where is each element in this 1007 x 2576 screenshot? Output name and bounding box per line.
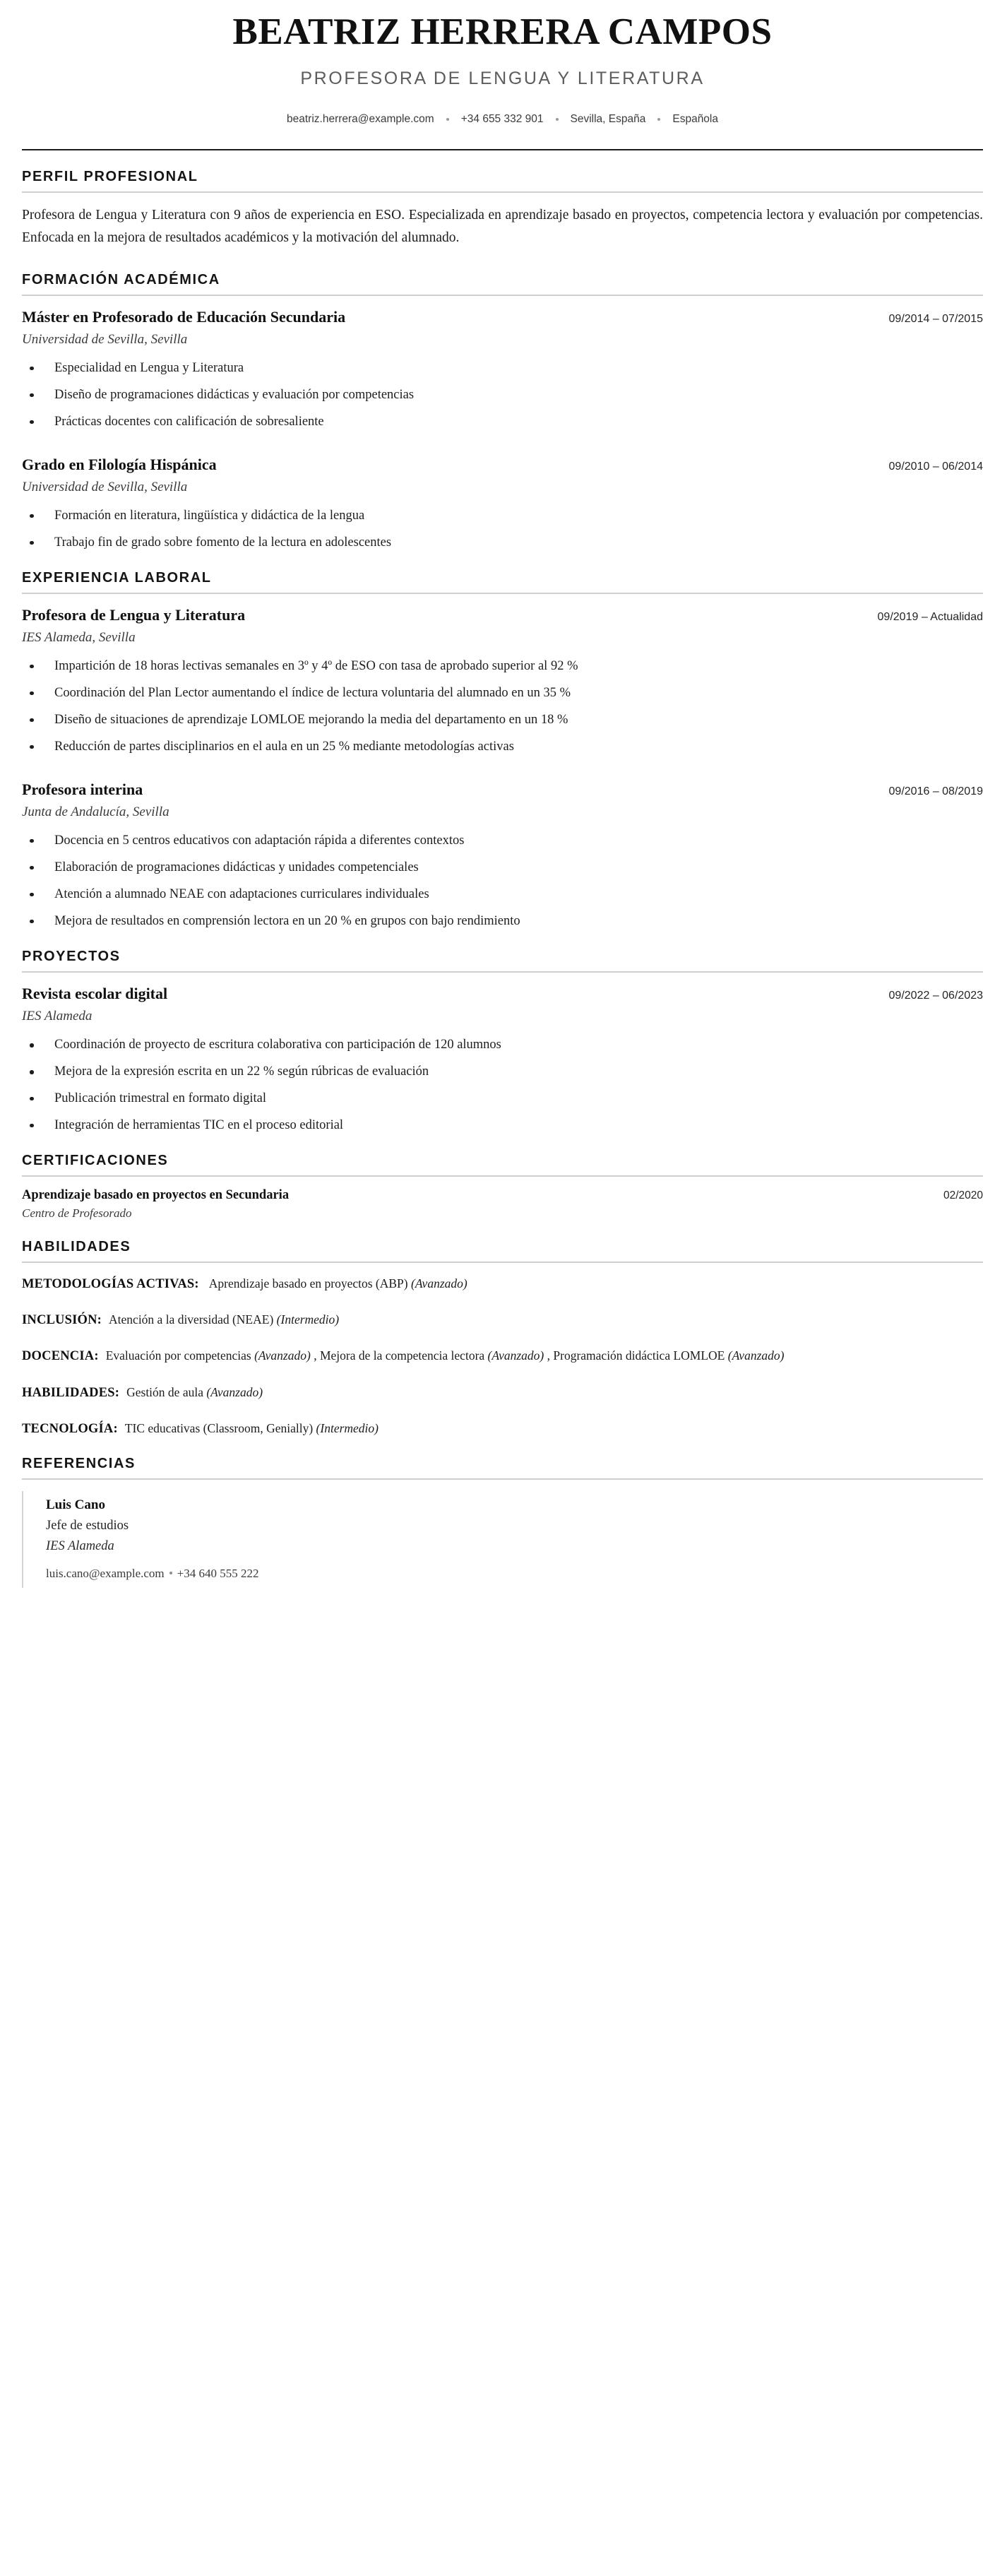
contact-email[interactable]: beatriz.herrera@example.com <box>287 113 434 126</box>
list-item: Docencia en 5 centros educativos con adaptación rápida a diferentes contextos <box>22 832 983 850</box>
profile-summary-text: Profesora de Lengua y Literatura con 9 años de experiencia en ESO. Especializada en aprendizaje basado en proyectos, competencia lectora y evaluación por competencias. Enfocada en la mejora de resultados académicos y la motivación del alumnado. <box>22 208 983 245</box>
dot-separator-icon <box>657 118 660 121</box>
section-divider <box>22 1478 983 1480</box>
skill-row <box>22 1346 983 1365</box>
entry-subtitle: Junta de Andalucía, Sevilla <box>22 805 169 820</box>
skill-row <box>22 1419 983 1437</box>
skill-level: (Avanzado) <box>727 1348 785 1363</box>
entry-subtitle: IES Alameda <box>22 1009 93 1024</box>
entry-header <box>22 455 983 475</box>
skill-name: Mejora de la competencia lectora <box>319 1348 488 1363</box>
reference-card <box>22 1491 983 1588</box>
skill-name: Aprendizaje basado en proyectos (ABP) <box>208 1276 411 1290</box>
entry-header <box>22 1188 983 1203</box>
entry-header <box>22 984 983 1004</box>
skill-row <box>22 1274 983 1293</box>
list-item: Impartición de 18 horas lectivas semanales en 3º y 4º de ESO con tasa de aprobado superior al 92 % <box>22 658 983 675</box>
entry-title: Profesora interina <box>22 780 143 798</box>
section-divider <box>22 191 983 193</box>
section-heading-experience: EXPERIENCIA LABORAL <box>22 569 212 586</box>
reference-contact <box>46 1565 983 1583</box>
section-divider <box>22 593 983 594</box>
section-education <box>22 254 983 552</box>
certification-issuer: Centro de Profesorado <box>22 1206 132 1220</box>
list-item: Diseño de programaciones didácticas y evaluación por competencias <box>22 386 983 404</box>
contact-phone[interactable]: +34 655 332 901 <box>460 113 544 126</box>
skill-name: TIC educativas (Classroom, Genially) <box>124 1420 316 1435</box>
skill-row <box>22 1383 983 1401</box>
skill-separator: , <box>310 1348 320 1363</box>
dot-separator-icon <box>169 1572 172 1574</box>
skill-level: (Intermedio) <box>316 1420 379 1435</box>
list-item: Prácticas docentes con calificación de sobresaliente <box>22 413 983 431</box>
section-references <box>22 1437 983 1588</box>
entry-date: 09/2014 – 07/2015 <box>888 312 983 325</box>
entry-date: 09/2016 – 08/2019 <box>888 785 983 797</box>
skill-value-list <box>109 1310 339 1329</box>
skill-category-label: INCLUSIÓN: <box>22 1313 102 1328</box>
list-item: Coordinación de proyecto de escritura colaborativa con participación de 120 alumnos <box>22 1036 983 1054</box>
entry-title: Profesora de Lengua y Literatura <box>22 605 246 624</box>
entry-subtitle: IES Alameda, Sevilla <box>22 630 136 646</box>
reference-phone[interactable]: +34 640 555 222 <box>177 1566 259 1580</box>
entry-title: Revista escolar digital <box>22 984 168 1002</box>
skill-row-list <box>22 1274 983 1437</box>
contact-nationality: Española <box>672 113 718 126</box>
list-item: Atención a alumnado NEAE con adaptaciones curriculares individuales <box>22 886 983 903</box>
skill-level: (Avanzado) <box>206 1384 263 1399</box>
entry-header <box>22 605 983 625</box>
cv-header <box>22 0 983 150</box>
list-item: Mejora de resultados en comprensión lectora en un 20 % en grupos con bajo rendimiento <box>22 913 983 930</box>
entry-bullet-list <box>22 507 983 552</box>
list-item: Formación en literatura, lingüística y didáctica de la lengua <box>22 507 983 525</box>
section-heading-profile: PERFIL PROFESIONAL <box>22 169 198 185</box>
reference-role: Jefe de estudios <box>46 1518 129 1533</box>
skill-value-list <box>106 1346 785 1365</box>
skill-level: (Avanzado) <box>411 1276 467 1290</box>
section-heading-projects: PROYECTOS <box>22 948 121 964</box>
reference-email[interactable]: luis.cano@example.com <box>46 1566 165 1580</box>
project-entry-list <box>22 984 983 1134</box>
entry-header <box>22 780 983 800</box>
entry-header <box>22 307 983 327</box>
list-item: Integración de herramientas TIC en el proceso editorial <box>22 1117 983 1134</box>
skill-level: (Avanzado) <box>254 1348 311 1363</box>
section-heading-references: REFERENCIAS <box>22 1456 136 1472</box>
reference-name: Luis Cano <box>46 1497 105 1513</box>
experience-entry-list <box>22 605 983 930</box>
cv-entry <box>22 984 983 1134</box>
section-projects <box>22 930 983 1134</box>
skill-level: (Avanzado) <box>487 1348 544 1363</box>
reference-organization: IES Alameda <box>46 1539 114 1554</box>
dot-separator-icon <box>556 118 559 121</box>
reference-list <box>22 1491 983 1588</box>
entry-subtitle: Universidad de Sevilla, Sevilla <box>22 480 188 495</box>
section-skills <box>22 1221 983 1437</box>
list-item: Coordinación del Plan Lector aumentando el índice de lectura voluntaria del alumnado en un 35 % <box>22 684 983 702</box>
entry-title: Grado en Filología Hispánica <box>22 455 217 473</box>
section-divider <box>22 1262 983 1263</box>
skill-name: Evaluación por competencias <box>105 1348 255 1363</box>
list-item: Reducción de partes disciplinarios en el aula en un 25 % mediante metodologías activas <box>22 738 983 756</box>
cv-entry <box>22 780 983 930</box>
skill-category-label: HABILIDADES: <box>22 1385 120 1400</box>
contact-location: Sevilla, España <box>570 113 646 126</box>
list-item: Diseño de situaciones de aprendizaje LOMLOE mejorando la media del departamento en un 18 % <box>22 711 983 729</box>
entry-bullet-list <box>22 832 983 930</box>
entry-bullet-list <box>22 658 983 756</box>
entry-date: 09/2010 – 06/2014 <box>888 460 983 473</box>
dot-separator-icon <box>446 118 449 121</box>
entry-date: 09/2019 – Actualidad <box>877 610 983 623</box>
section-divider <box>22 971 983 973</box>
section-profile <box>22 150 983 249</box>
page-title: BEATRIZ HERRERA CAMPOS <box>232 11 773 52</box>
certification-entry-list <box>22 1188 983 1221</box>
section-divider <box>22 295 983 296</box>
list-item: Especialidad en Lengua y Literatura <box>22 360 983 377</box>
skill-name: Programación didáctica LOMLOE <box>553 1348 728 1363</box>
list-item: Mejora de la expresión escrita en un 22 % según rúbricas de evaluación <box>22 1063 983 1081</box>
skill-separator: , <box>544 1348 554 1363</box>
section-heading-education: FORMACIÓN ACADÉMICA <box>22 271 220 287</box>
section-heading-skills: HABILIDADES <box>22 1238 131 1254</box>
certification-entry <box>22 1188 983 1221</box>
skill-category-label: METODOLOGÍAS ACTIVAS: <box>22 1276 199 1291</box>
entry-bullet-list <box>22 360 983 431</box>
skill-row <box>22 1310 983 1329</box>
skill-value-list <box>209 1274 467 1293</box>
skill-name: Gestión de aula <box>126 1384 207 1399</box>
entry-subtitle: Universidad de Sevilla, Sevilla <box>22 332 188 348</box>
cv-entry <box>22 455 983 552</box>
skill-category-label: TECNOLOGÍA: <box>22 1421 118 1436</box>
certification-title: Aprendizaje basado en proyectos en Secundaria <box>22 1187 290 1202</box>
skill-name: Atención a la diversidad (NEAE) <box>109 1312 277 1327</box>
contact-line <box>22 113 983 126</box>
education-entry-list <box>22 307 983 552</box>
section-divider <box>22 1175 983 1177</box>
section-heading-certifications: CERTIFICACIONES <box>22 1152 169 1168</box>
list-item: Trabajo fin de grado sobre fomento de la lectura en adolescentes <box>22 534 983 552</box>
skill-value-list <box>125 1419 379 1437</box>
entry-date: 09/2022 – 06/2023 <box>888 989 983 1002</box>
list-item: Publicación trimestral en formato digital <box>22 1090 983 1108</box>
entry-title: Máster en Profesorado de Educación Secundaria <box>22 307 346 326</box>
skill-category-label: DOCENCIA: <box>22 1349 99 1364</box>
section-certifications <box>22 1134 983 1221</box>
entry-bullet-list <box>22 1036 983 1134</box>
job-role-subtitle: PROFESORA DE LENGUA Y LITERATURA <box>300 69 705 89</box>
skill-value-list <box>126 1383 263 1401</box>
list-item: Elaboración de programaciones didácticas y unidades competenciales <box>22 859 983 877</box>
skill-level: (Intermedio) <box>276 1312 340 1327</box>
section-experience <box>22 552 983 930</box>
cv-entry <box>22 307 983 431</box>
certification-date: 02/2020 <box>943 1189 983 1201</box>
cv-entry <box>22 605 983 756</box>
